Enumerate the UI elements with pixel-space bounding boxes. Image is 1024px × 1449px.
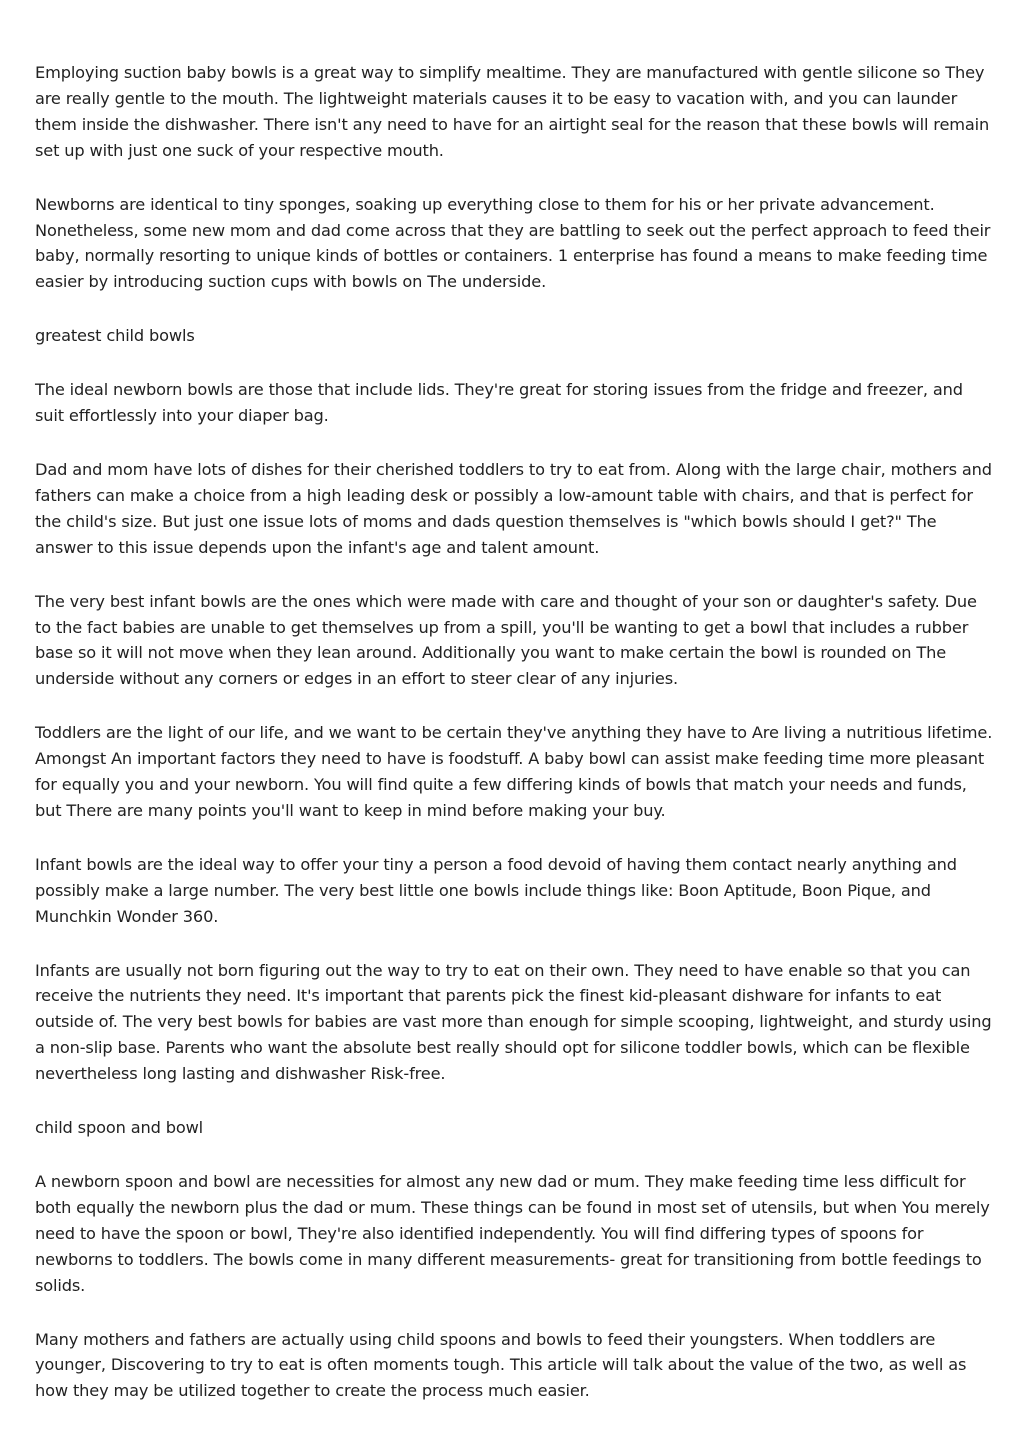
paragraph: Infants are usually not born figuring out the way to try to eat on their own. They need to have enable so that you can receive the nutrients they need. It's important that parents pick the finest kid-pleasant dishware for infants to eat outside of. The very best bowls for babies are vast more than enough for simple scooping, lightweight, and sturdy using a non-slip base. Parents who want the absolute best really should opt for silicone toddler bowls, which can be flexible nevertheless long lasting and dishwasher Risk-free. <box>35 960 992 1084</box>
paragraph: Infant bowls are the ideal way to offer your tiny a person a food devoid of having them contact nearly anything and possibly make a large number. The very best little one bowls include things like: Boon Aptitude, Boon Pique, and Munchkin Wonder 360. <box>35 854 957 926</box>
section-heading: greatest child bowls <box>35 326 195 346</box>
paragraph: The very best infant bowls are the ones which were made with care and thought of your son or daughter's safety. Due to the fact babies are unable to get themselves up from a spill, you'll be wanting to get a bowl that includes a rubber base so it will not move when they lean around. Additionally you want to make certain the bowl is rounded on The underside without any corners or edges in an effort to steer clear of any injuries. <box>35 591 977 689</box>
paragraph: Dad and mom have lots of dishes for their cherished toddlers to try to eat from. Along with the large chair, mothers and fathers can make a choice from a high leading desk or possibly a low-amount table with chairs, and that is perfect for the child's size. But just one issue lots of moms and dads question themselves is "which bowls should I get?" The answer to this issue depends upon the infant's age and talent amount. <box>35 459 992 557</box>
paragraph: The ideal newborn bowls are those that include lids. They're great for storing issues from the fridge and freezer, and suit effortlessly into your diaper bag. <box>35 380 963 426</box>
paragraph: Employing suction baby bowls is a great way to simplify mealtime. They are manufactured with gentle silicone so They are really gentle to the mouth. The lightweight materials causes it to be easy to vacation with, and you can launder them inside the dishwasher. There isn't any need to have for an airtight seal for the reason that these bowls will remain set up with just one suck of your respective mouth. <box>35 63 990 160</box>
section-heading: child spoon and bowl <box>35 1118 204 1138</box>
paragraph: Newborns are identical to tiny sponges, soaking up everything close to them for his or her private advancement. Nonetheless, some new mom and dad come across that they are battling to seek out the perfect approach to feed their baby, normally resorting to unique kinds of bottles or containers. 1 enterprise has found a means to make feeding time easier by introducing suction cups with bowls on The underside. <box>35 194 991 292</box>
paragraph: Many mothers and fathers are actually using child spoons and bowls to feed their youngsters. When toddlers are younger, Discovering to try to eat is often moments tough. This article will talk about the value of the two, as well as how they may be utilized together to create the process much easier. <box>35 1329 967 1401</box>
paragraph: Toddlers are the light of our life, and we want to be certain they've anything they have to Are living a nutritious lifetime. Amongst An important factors they need to have is foodstuff. A baby bowl can assist make feeding time more pleasant for equally you and your newborn. You will find quite a few differing kinds of bowls that match your needs and funds, but There are many points you'll want to keep in mind before making your buy. <box>35 723 993 820</box>
paragraph: A newborn spoon and bowl are necessities for almost any new dad or mum. They make feeding time less difficult for both equally the newborn plus the dad or mum. These things can be found in most set of utensils, but when You merely need to have the spoon or bowl, They're also identified independently. You will find differing types of spoons for newborns to toddlers. The bowls come in many different measurements- great for transitioning from bottle feedings to solids. <box>35 1172 990 1295</box>
document-body <box>35 60 995 1432</box>
